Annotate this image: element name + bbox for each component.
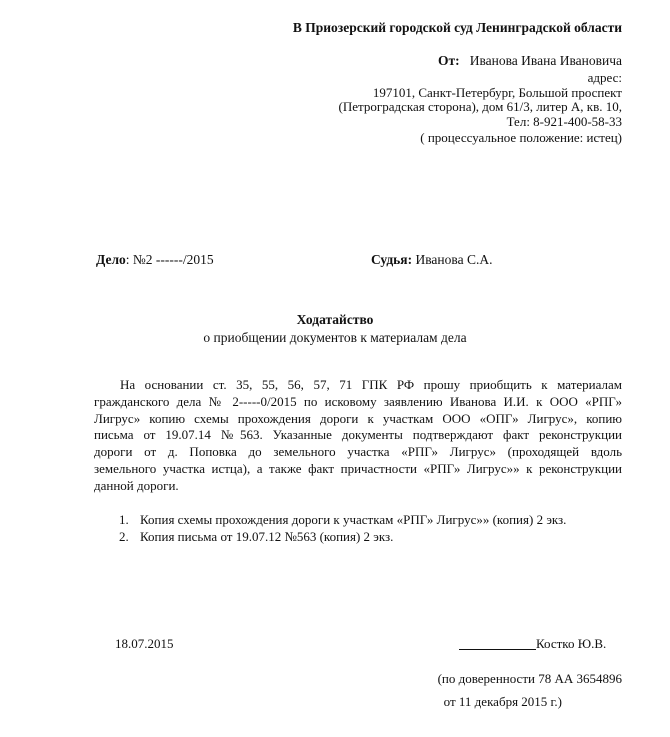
- power-of-attorney-line-2: от 11 декабря 2015 г.): [443, 694, 562, 709]
- attachment-number: 1.: [119, 512, 129, 527]
- signature-line: [459, 649, 536, 650]
- paragraph-line: гражданского дела № 2-----0/2015 по исковому заявлению Иванова И.И. к ООО «РПГ»: [94, 393, 622, 409]
- from-line: [0, 53, 622, 69]
- judge: [371, 252, 492, 268]
- power-of-attorney-line-1: (по доверенности 78 АА 3654896: [437, 671, 622, 686]
- document-title: Ходатайство: [296, 312, 374, 327]
- address-line-2: (Петроградская сторона), дом 61/3, литер А, кв. 10,: [338, 99, 622, 114]
- address-label: адрес:: [587, 70, 622, 85]
- attachment-item: Копия схемы прохождения дороги к участкам «РПГ» Лигрус»» (копия) 2 экз.: [140, 512, 567, 527]
- attachment-number: 2.: [119, 529, 129, 544]
- document-subtitle: о приобщении документов к материалам дела: [203, 330, 467, 345]
- procedural-status: ( процессуальное положение: истец): [420, 130, 622, 145]
- paragraph-line: данной дороги.: [94, 477, 179, 493]
- paragraph-line: земельного участка истца), а также факт причастности «РПГ» Лигрус»» к реконструкции: [94, 460, 622, 476]
- signer-name: Костко Ю.В.: [536, 636, 607, 651]
- signature-date: 18.07.2015: [115, 636, 174, 651]
- paragraph-line: Лигрус» копию схемы прохождения дороги к участкам ООО «ОПГ» Лигрус», копию: [94, 410, 622, 426]
- court-addressee: В Приозерский городской суд Ленинградской области: [292, 20, 622, 35]
- case-value: : №2 ------/2015: [125, 252, 214, 267]
- address-line-1: 197101, Санкт-Петербург, Большой проспект: [372, 85, 622, 100]
- judge-label: Судья:: [371, 252, 413, 267]
- attachment-item: Копия письма от 19.07.12 №563 (копия) 2 экз.: [140, 529, 394, 544]
- paragraph-line: письма от 19.07.14 №563. Указанные документы подтверждают факт реконструкции: [94, 427, 622, 443]
- case-number: [96, 252, 214, 268]
- from-label: От:: [437, 53, 460, 68]
- body-paragraph: [94, 377, 622, 495]
- from-name: Иванова Ивана Ивановича: [469, 53, 622, 68]
- paragraph-line: На основании ст. 35, 55, 56, 57, 71 ГПК РФ прошу приобщить к материалам: [120, 377, 622, 392]
- phone-number: Тел: 8-921-400-58-33: [506, 114, 622, 129]
- paragraph-line: дороги от д. Поповка до земельного участка «РПГ» Лигрус» (проходящей вдоль: [94, 444, 622, 460]
- judge-name: Иванова С.А.: [412, 252, 493, 267]
- case-label: Дело: [96, 252, 126, 267]
